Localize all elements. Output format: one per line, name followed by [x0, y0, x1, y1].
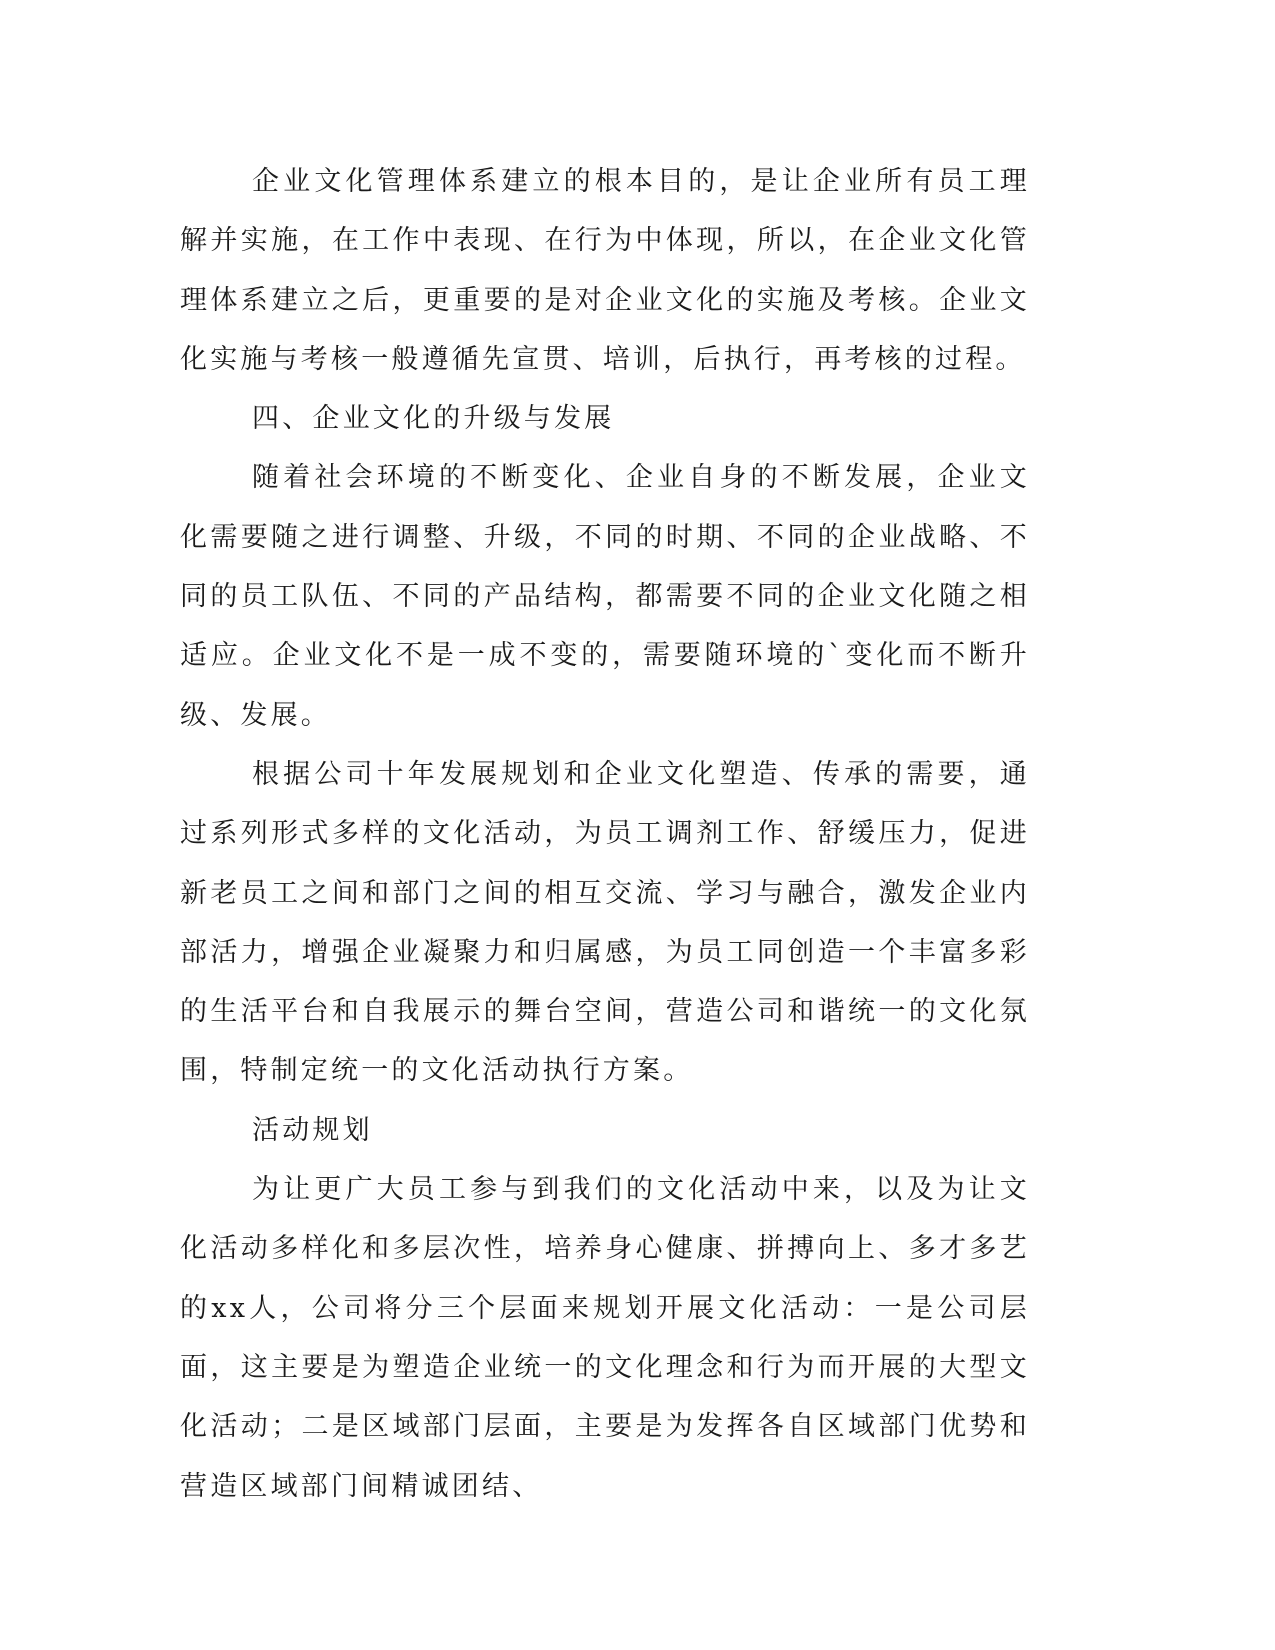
document-page [180, 152, 1030, 1516]
section-heading-activity-plan: 活动规划 [252, 1114, 373, 1146]
paragraph-culture-management: 企业文化管理体系建立的根本目的，是让企业所有员工理解并实施，在工作中表现、在行为中体现，所以，在企业文化管理体系建立之后，更重要的是对企业文化的实施及考核。企业文化实施与考核一般遵循先宣贯、培训，后执行，再考核的过程。 [180, 166, 1030, 375]
paragraph-activity-purpose: 根据公司十年发展规划和企业文化塑造、传承的需要，通过系列形式多样的文化活动，为员工调剂工作、舒缓压力，促进新老员工之间和部门之间的相互交流、学习与融合，激发企业内部活力，增强企业凝聚力和归属感，为员工同创造一个丰富多彩的生活平台和自我展示的舞台空间，营造公司和谐统一的文化氛围，特制定统一的文化活动执行方案。 [180, 758, 1030, 1087]
paragraph-culture-upgrade: 随着社会环境的不断变化、企业自身的不断发展，企业文化需要随之进行调整、升级，不同的时期、不同的企业战略、不同的员工队伍、不同的产品结构，都需要不同的企业文化随之相适应。企业文化不是一成不变的，需要随环境的`变化而不断升级、发展。 [180, 462, 1030, 731]
paragraph-activity-levels: 为让更广大员工参与到我们的文化活动中来，以及为让文化活动多样化和多层次性，培养身心健康、拼搏向上、多才多艺的xx人，公司将分三个层面来规划开展文化活动：一是公司层面，这主要是为塑造企业统一的文化理念和行为而开展的大型文化活动；二是区域部门层面，主要是为发挥各自区域部门优势和营造区域部门间精诚团结、 [180, 1174, 1030, 1502]
section-heading-upgrade: 四、企业文化的升级与发展 [252, 403, 615, 435]
